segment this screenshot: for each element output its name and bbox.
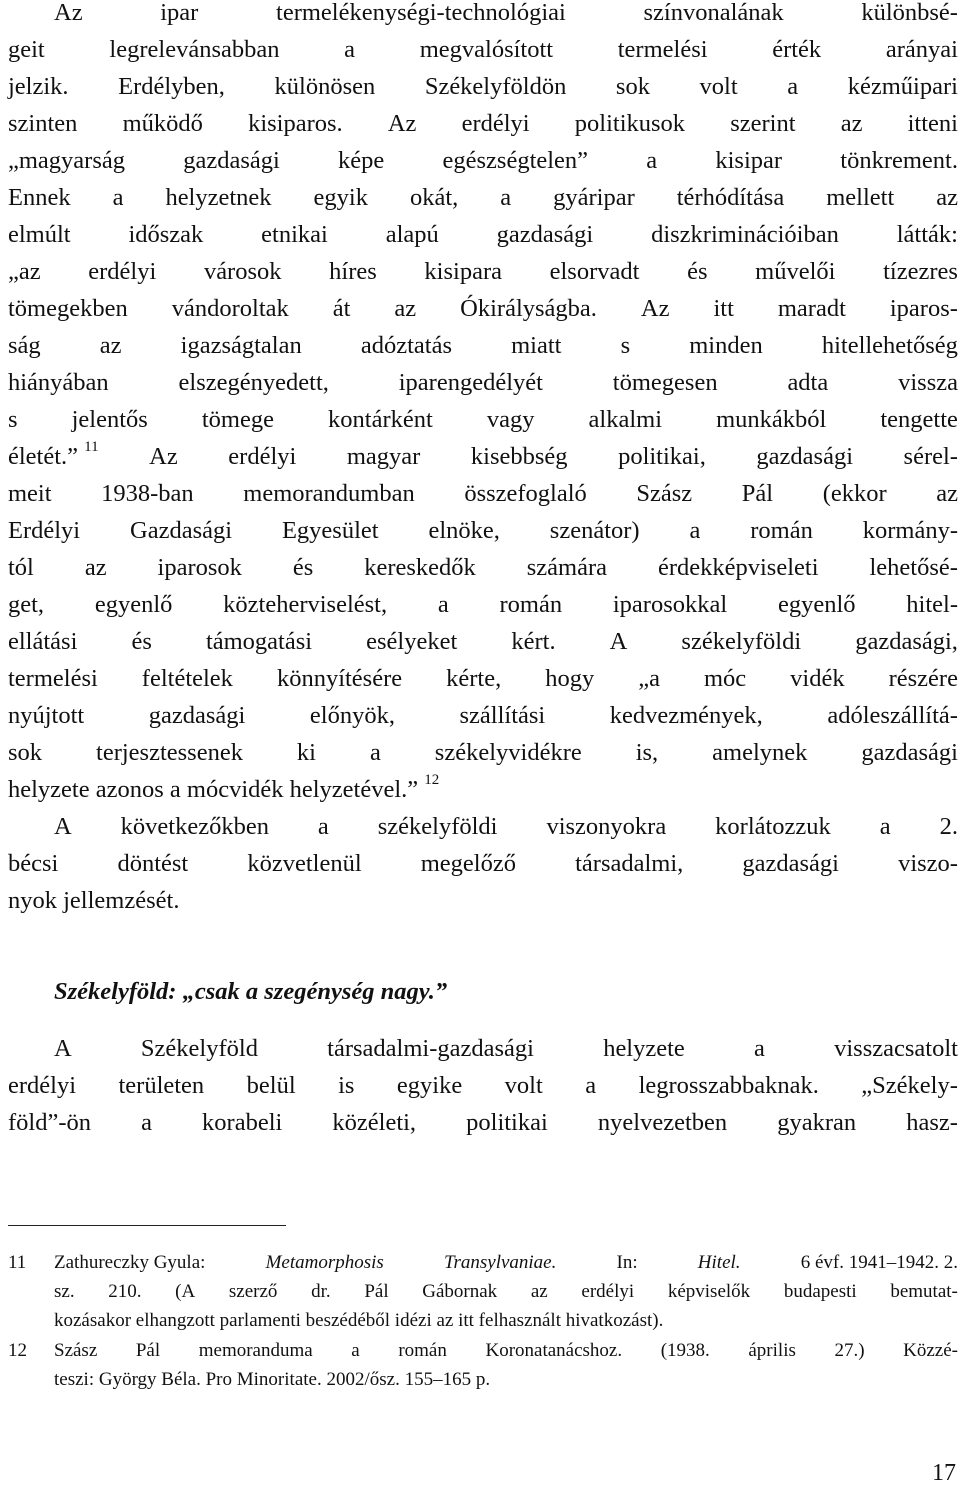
text-line [8,179,958,216]
word: gazdasági [183,147,280,174]
word: látták: [896,221,958,248]
word: miatt [511,332,562,359]
word: időszak [128,221,204,248]
word: s [8,406,18,433]
word: (A [175,1281,196,1302]
word: román [750,517,813,544]
word: kisiparos. [248,110,343,137]
word: adta [787,369,829,396]
word: jelzik. [8,73,69,100]
word: egészségtelen” [442,147,589,174]
word: és [687,258,708,285]
word: tömegekben [8,295,128,322]
word: get, [8,591,45,618]
text-line [8,216,958,253]
word: színvonalának [643,0,784,26]
word: a [351,1340,360,1361]
word: térhódítása [676,184,785,211]
word: a [787,73,799,100]
word: a [437,591,449,618]
word: tömegesen [612,369,718,396]
word: vidék [790,665,845,692]
word: képviselők [667,1281,751,1302]
word: (1938. [660,1340,710,1361]
word: hasz- [906,1109,958,1136]
footnote-rule [8,1225,286,1226]
word: Székelyföldön [424,73,567,100]
word: iparosok [157,554,242,581]
word: iparosokkal [612,591,728,618]
word: kedvezmények, [609,702,763,729]
word: szállítási [459,702,546,729]
word: kért. [511,628,556,655]
text-line [8,31,958,68]
word: gazdasági [742,850,839,877]
word: termelési [8,665,98,692]
word: mellett [826,184,895,211]
word: gyáripar [553,184,635,211]
cited-title: Transylvaniae. [443,1252,557,1273]
word: híres [329,258,377,285]
word: 1938-ban [101,480,194,507]
word: vándoroltak [171,295,289,322]
text-line [8,808,958,845]
word: sok [615,73,650,100]
word: gazdasági [756,443,853,470]
word: székelyföldi [377,813,498,840]
word: föld”-ön [8,1109,91,1136]
word: Pál [741,480,774,507]
word: ellátási [8,628,78,655]
footnote-11 [8,1248,958,1336]
word: könnyítésére [276,665,403,692]
text-line [8,660,958,697]
word: társadalmi, [575,850,684,877]
cited-title: Metamorphosis [265,1252,384,1273]
word: korabeli [202,1109,283,1136]
word: sz. [54,1281,75,1302]
word: Pál [135,1340,161,1361]
word: lehetősé- [869,554,958,581]
word: az [99,332,122,359]
word: a [317,813,329,840]
word: döntést [117,850,189,877]
word: 2. [939,813,958,840]
word: maradt [777,295,846,322]
word: geit [8,36,45,63]
word: városok [203,258,282,285]
footnote-ref-11[interactable]: 11 [84,438,99,455]
word: is, [635,739,659,766]
word: Egyesület [281,517,379,544]
word: feltételek [141,665,233,692]
text-line [8,697,958,734]
word: meit [8,480,52,507]
word: Ókirályságba. [460,295,597,322]
word: magyar [346,443,421,470]
word: előnyök, [309,702,395,729]
word: hitellehetőség [821,332,958,359]
word: A [609,628,628,655]
word: elmúlt [8,221,71,248]
word: közéleti, [332,1109,417,1136]
word: 210. [108,1281,142,1302]
word: kisipara [424,258,502,285]
word: különbsé- [861,0,958,26]
word: politikai, [618,443,706,470]
word: (ekkor [822,480,887,507]
footnote-line: kozásakor elhangzott parlamenti beszédéből idézi az itt felhasznált hivatkozást). [54,1310,664,1331]
paragraph-1 [8,0,958,1141]
footnote-line: teszi: György Béla. Pro Minoritate. 2002/ősz. 155–165 p. [54,1369,491,1390]
word: móc [703,665,747,692]
word: jelentős [71,406,148,433]
word: szerint [730,110,796,137]
text-line [8,734,958,771]
word: vagy [486,406,535,433]
word: kontárként [328,406,433,433]
word: támogatási [205,628,313,655]
word: is [338,1072,355,1099]
word: vissza [898,369,958,396]
word: tönkrement. [840,147,958,174]
footnote-line [54,1336,958,1365]
word: Koronatanácshoz. [485,1340,623,1361]
word: hitel- [906,591,958,618]
word: a [141,1109,152,1136]
text-line [8,438,958,475]
word: egyenlő [777,591,856,618]
word: itt [713,295,734,322]
word: memorandumban [243,480,415,507]
word: iparos- [889,295,958,322]
word: iparengedélyét [398,369,543,396]
word: „a [638,665,660,692]
word: életét.” $^{11}$ [8,438,99,470]
word: területen [118,1072,205,1099]
word: erdélyi [8,1072,77,1099]
word: Az [54,0,83,26]
word: korlátozzuk [715,813,831,840]
word: visszacsatolt [834,1035,958,1062]
word: Az [149,443,178,470]
text-line [8,0,958,31]
word: „magyarság [8,147,125,174]
word: diszkriminációiban [651,221,839,248]
word: a [344,36,356,63]
word: román [398,1340,447,1361]
word: etnikai [261,221,328,248]
word: esélyeket [366,628,458,655]
word: az [530,1281,548,1302]
word: tömege [201,406,274,433]
text-line: helyzete azonos a mócvidék helyzetével.” $^{12}$ [8,771,440,803]
word: okát, [409,184,459,211]
text-line [8,475,958,512]
footnote-line [54,1277,958,1306]
word: számára [526,554,608,581]
word: kereskedők [364,554,476,581]
word: egyik [313,184,368,211]
word: Ennek [8,184,71,211]
word: 27.) [834,1340,865,1361]
word: bécsi [8,850,59,877]
word: az [936,184,958,211]
word: volt [699,73,738,100]
word: helyzetnek [165,184,272,211]
word: budapesti [783,1281,857,1302]
word: székelyvidékre [434,739,582,766]
word: a [585,1072,597,1099]
word: ipar [160,0,199,26]
word: helyzete [603,1035,685,1062]
word: érdekképviseleti [657,554,819,581]
word: bemutat- [890,1281,958,1302]
word: az [840,110,863,137]
word: arányai [885,36,958,63]
word: képe [338,147,385,174]
word: Az [640,295,670,322]
word: közteherviselést, [223,591,388,618]
word: nyújtott [8,702,85,729]
text-line [8,327,958,364]
word: alkalmi [588,406,663,433]
word: a [879,813,891,840]
word: következőkben [120,813,269,840]
word: „Székely- [861,1072,958,1099]
word: gazdasági, [855,628,958,655]
text-line [8,364,958,401]
word: a [112,184,124,211]
word: kisebbség [470,443,568,470]
text-line [8,253,958,290]
word: munkákból [716,406,827,433]
word: részére [888,665,958,692]
word: Szász [636,480,693,507]
word: a [369,739,381,766]
word: román [499,591,563,618]
word: kormány- [862,517,958,544]
word: elszegényedett, [178,369,329,396]
word: s [620,332,631,359]
section-gap [8,919,958,1030]
word: viszonyokra [546,813,667,840]
word: a [754,1035,765,1062]
word: erdélyi [581,1281,635,1302]
page-number: 17 [932,1460,956,1486]
word: gyakran [777,1109,857,1136]
word: minden [689,332,763,359]
text-line [8,586,958,623]
footnote-number: 11 [8,1252,27,1273]
word: terjesztessenek [96,739,243,766]
footnote-line: Zathureczky Gyula: Metamorphosis Transylvaniae. In: Hitel. 6 évf. 1941–1942. 2. [54,1248,958,1277]
word: társadalmi-gazdasági [327,1035,534,1062]
footnote-12 [8,1336,958,1396]
word: legrosszabbaknak. [638,1072,819,1099]
word: tengette [880,406,958,433]
word: volt [504,1072,543,1099]
word: Az [387,110,417,137]
word: az [936,480,958,507]
word: a [646,147,658,174]
section-heading: Székelyföld: „csak a szegénység nagy.” [54,978,448,1006]
word: összefoglaló [464,480,587,507]
word: egyike [396,1072,463,1099]
word: belül [246,1072,296,1099]
cited-journal: Hitel. [697,1252,741,1273]
word: viszo- [898,850,958,877]
word: memoranduma [198,1340,313,1361]
word: művelői [755,258,836,285]
word: székelyföldi [681,628,802,655]
word: szenátor) [549,517,640,544]
word: „az [8,258,41,285]
word: szerző [228,1281,278,1302]
word: igazságtalan [180,332,302,359]
word: gazdasági [861,739,958,766]
word: Gábornak [422,1281,498,1302]
footnote-ref-12[interactable]: 12 [424,771,440,788]
text-line [8,512,958,549]
word: elnöke, [428,517,500,544]
word: kézműipari [847,73,958,100]
word: legrelevánsabban [109,36,280,63]
word: Erdélyi [8,517,81,544]
word: erdélyi [461,110,530,137]
text-line [8,401,958,438]
word: Közzé- [903,1340,958,1361]
word: sérel- [903,443,958,470]
word: politikai [466,1109,548,1136]
word: A [54,1035,72,1062]
word: érték [772,36,822,63]
word: gazdasági [148,702,246,729]
text-line: nyok jellemzését. [8,887,180,914]
word: egyenlő [94,591,173,618]
word: Székelyföld [140,1035,258,1062]
word: szinten [8,110,78,137]
word: sok [8,739,43,766]
word: elsorvadt [549,258,640,285]
word: az [84,554,107,581]
word: megelőző [420,850,516,877]
word: megvalósított [419,36,554,63]
word: adóleszállítá- [827,702,958,729]
word: adóztatás [360,332,452,359]
text-line [8,549,958,586]
word: az [394,295,417,322]
word: Gazdasági [130,517,233,544]
word: Szász [54,1340,98,1361]
word: működő [122,110,203,137]
word: nyelvezetben [597,1109,728,1136]
word: a [689,517,701,544]
word: április [748,1340,796,1361]
word: politikusok [574,110,686,137]
word: hogy [545,665,595,692]
word: át [332,295,351,322]
word: a [500,184,512,211]
word: A [54,813,72,840]
text-line [8,1104,958,1141]
word: kisipar [715,147,783,174]
word: amelynek [712,739,808,766]
word: és [131,628,152,655]
word: erdélyi [228,443,297,470]
word: alapú [385,221,439,248]
word: és [292,554,314,581]
text-line [8,1067,958,1104]
text-line [8,68,958,105]
word: erdélyi [88,258,157,285]
word: Erdélyben, [118,73,225,100]
footnote-number: 12 [8,1340,27,1361]
word: ki [296,739,316,766]
word: dr. [311,1281,331,1302]
word: tízezres [883,258,958,285]
text-line [8,142,958,179]
word: hiányában [8,369,109,396]
text-line [8,105,958,142]
text-line [8,845,958,882]
word: ság [8,332,41,359]
word: itteni [907,110,958,137]
word: kérte, [446,665,502,692]
word: tól [8,554,34,581]
word: termelékenységi-technológiai [276,0,566,26]
word: különösen [274,73,376,100]
text-line [8,290,958,327]
word: termelési [617,36,708,63]
word: gazdasági [496,221,594,248]
word: Pál [364,1281,389,1302]
word: közvetlenül [247,850,362,877]
text-line [8,1030,958,1067]
text-line [8,623,958,660]
